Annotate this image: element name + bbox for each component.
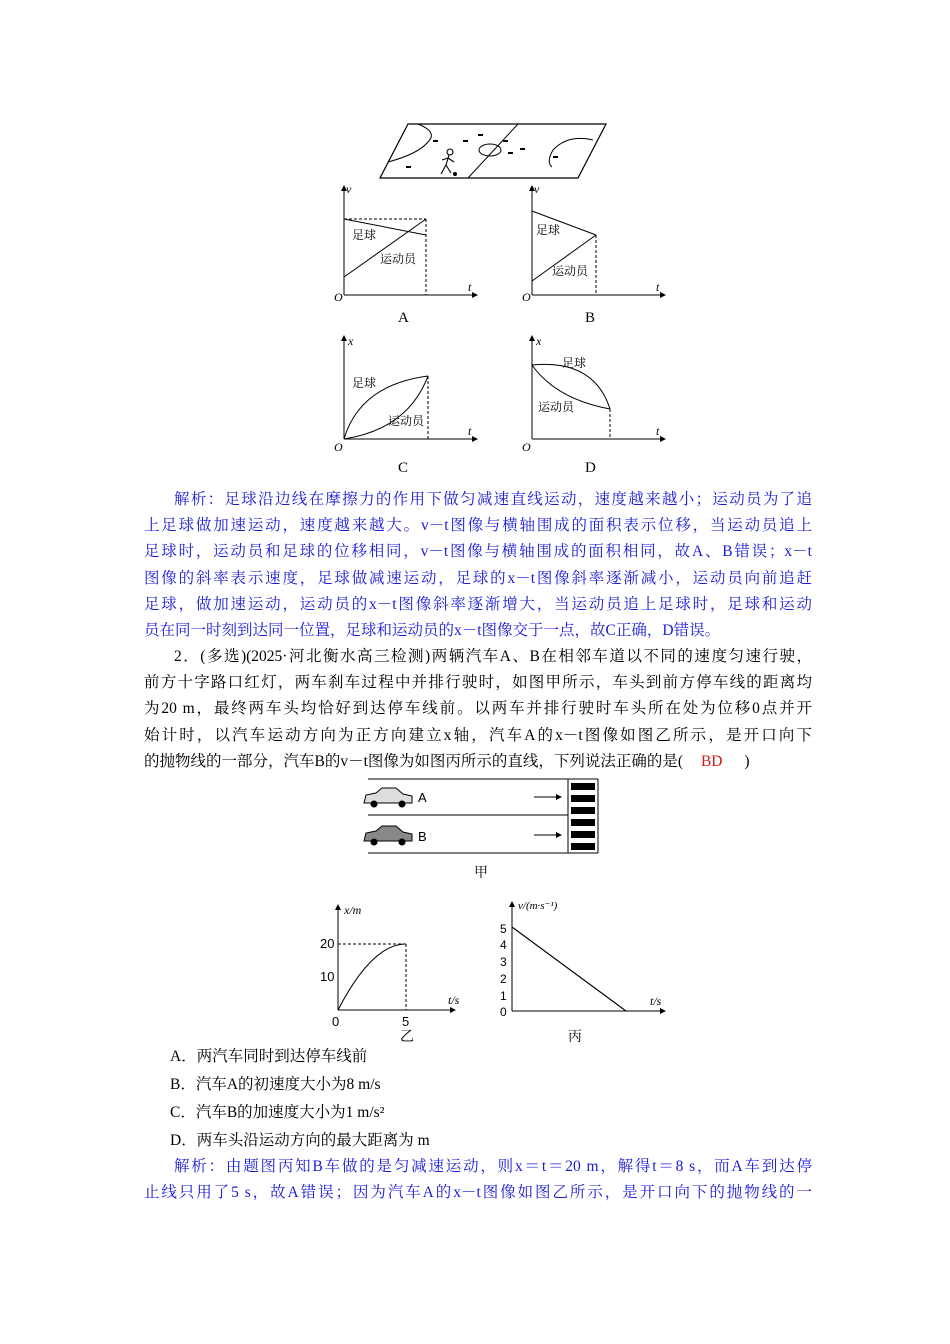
x-tick-label: 5: [402, 1014, 410, 1029]
caption-yi: 乙: [400, 1030, 414, 1045]
y-tick-label: 10: [320, 969, 335, 984]
y-tick-label: 20: [320, 936, 335, 951]
soccer-label: 足球: [352, 228, 377, 242]
option-c: C．汽车B的加速度大小为1 m/s²: [170, 1104, 385, 1121]
car-b-label: B: [418, 829, 427, 844]
axis-label-v: v: [534, 182, 540, 196]
x-axis-label: t/s: [650, 994, 662, 1008]
graph-a-vt: [330, 183, 480, 303]
question-line: 为20 m，最终两车头均恰好到达停车线前。以两车并排行驶时车头所在处为位移0点并开: [144, 700, 812, 718]
analysis-1-line: 图像的斜率表示速度，足球做减速运动，足球的x－t图像斜率逐渐减小，运动员向前追赶: [144, 569, 812, 587]
option-b: B．汽车A的初速度大小为8 m/s: [170, 1076, 381, 1093]
car-a-icon: [364, 788, 412, 808]
y-tick-label: 3: [500, 955, 507, 969]
arrow-icon: [556, 832, 562, 838]
caption-c: C: [398, 460, 409, 476]
option-d: D．两车头沿运动方向的最大距离为 m: [170, 1132, 430, 1149]
y-tick-label: 4: [500, 938, 507, 952]
analysis-1-line: 解析：足球沿边线在摩擦力的作用下做匀减速直线运动，速度越来越小；运动员为了追: [174, 491, 812, 508]
soccer-field-illustration: [378, 122, 608, 180]
figure-bing-vt: [490, 895, 680, 1025]
runner-label: 运动员: [388, 414, 425, 428]
analysis-2-line: 解析：由题图丙知B车做的是匀减速运动，则x＝t＝20 m，解得t＝8 s，而A车到达停: [174, 1158, 812, 1175]
analysis-1-line: 足球，做加速运动，运动员的x－t图像斜率逐渐增大，当运动员追上足球时，足球和运动: [144, 595, 812, 613]
runner-icon: [441, 149, 454, 174]
analysis-1-line: 上足球做加速运动，速度越来越大。v－t图像与横轴围成的面积表示位移，当运动员追上: [144, 517, 812, 535]
origin-label: O: [334, 290, 343, 304]
axis-label-x: x: [536, 334, 542, 348]
analysis-1-line: 员在同一时刻到达同一位置，足球和运动员的x－t图像交于一点，故C正确，D错误。: [144, 622, 721, 640]
axis-label-x: x: [348, 334, 354, 348]
car-a-label: A: [418, 790, 427, 805]
figure-jia-road: [358, 775, 603, 857]
soccer-label: 足球: [536, 223, 561, 237]
analysis-1-line: 足球时，运动员和足球的位移相同，v－t图像与横轴围成的面积相同，故A、B错误；x－t: [144, 543, 812, 561]
runner-label: 运动员: [538, 400, 575, 414]
axis-label-t: t: [468, 424, 472, 438]
caption-jia: 甲: [474, 866, 488, 881]
question-line: 2．(多选)(2025·河北衡水高三检测)两辆汽车A、B在相邻车道以不同的速度匀速行驶，: [174, 648, 812, 665]
y-tick-label: 0: [500, 1005, 507, 1019]
car-b-icon: [364, 826, 412, 846]
caption-a: A: [398, 310, 409, 326]
question-line: 始计时，以汽车运动方向为正方向建立x轴，汽车A的x－t图像如图乙所示，是开口向下: [144, 726, 812, 744]
axis-label-v: v: [346, 182, 352, 196]
graph-d-xt: [518, 333, 668, 453]
x-axis-label: t/s: [448, 993, 460, 1007]
question-2: [144, 644, 812, 775]
axis-label-t: t: [468, 280, 472, 294]
answer: BD: [700, 752, 723, 770]
y-tick-label: 5: [500, 922, 507, 936]
question-line: 的抛物线的一部分，汽车B的v－t图像为如图丙所示的直线，下列说法正确的是(: [144, 752, 684, 770]
soccer-label: 足球: [562, 356, 587, 370]
bracket: ): [744, 752, 750, 770]
analysis-2: [144, 1154, 812, 1206]
caption-bing: 丙: [568, 1030, 582, 1045]
runner-label: 运动员: [380, 252, 417, 266]
arrow-icon: [556, 794, 562, 800]
figure-yi-xt: [300, 900, 470, 1030]
caption-b: B: [585, 310, 596, 326]
x-tick-label: 0: [332, 1014, 340, 1029]
runner-label: 运动员: [552, 264, 589, 278]
soccer-label: 足球: [352, 376, 377, 390]
caption-d: D: [585, 460, 596, 476]
option-a: A．两汽车同时到达停车线前: [170, 1048, 368, 1065]
y-axis-label: v/(m·s⁻¹): [518, 900, 558, 912]
analysis-1: [144, 487, 812, 644]
stop-line-stripes: [571, 783, 595, 850]
analysis-2-line: 止线只用了5 s，故A错误；因为汽车A的x－t图像如图乙所示，是开口向下的抛物线的一: [144, 1184, 812, 1202]
axis-label-t: t: [656, 280, 660, 294]
axis-label-t: t: [656, 424, 660, 438]
origin-label: O: [522, 440, 531, 454]
origin-label: O: [334, 440, 343, 454]
graph-c-xt: [330, 333, 480, 453]
y-axis-label: x/m: [344, 903, 362, 917]
origin-label: O: [522, 290, 531, 304]
graph-b-vt: [518, 183, 668, 303]
y-tick-label: 2: [500, 972, 507, 986]
question-line: 前方十字路口红灯，两车刹车过程中并排行驶时，如图甲所示，车头到前方停车线的距离均: [144, 674, 812, 692]
y-tick-label: 1: [500, 989, 507, 1003]
